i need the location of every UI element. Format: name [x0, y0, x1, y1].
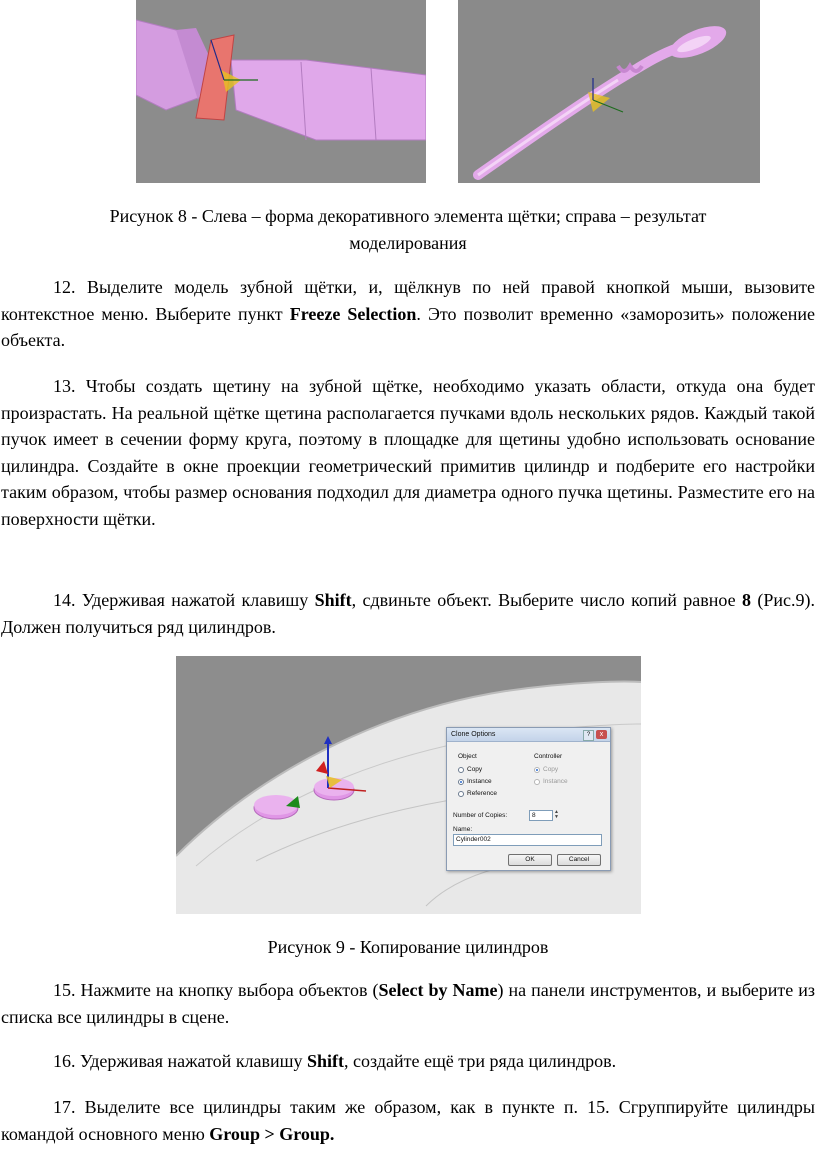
controller-instance-radio[interactable]: Instance — [534, 778, 568, 785]
group-command-term: Group > Group. — [209, 1123, 335, 1144]
radio-icon — [534, 779, 540, 785]
name-field[interactable]: Cylinder002 — [453, 834, 602, 846]
cancel-button[interactable]: Cancel — [557, 854, 601, 866]
shift-key-term: Shift — [307, 1051, 345, 1071]
step-15-paragraph: 15. Нажмите на кнопку выбора объектов (Select by Name) на панели инструментов, и выберите из списка все цилиндры в сцене. — [1, 980, 816, 1027]
clone-options-title: Clone Options — [451, 731, 496, 738]
ok-button[interactable]: OK — [508, 854, 552, 866]
select-by-name-term: Select by Name — [378, 980, 498, 1000]
radio-icon — [458, 791, 464, 797]
object-reference-radio[interactable]: Reference — [458, 790, 497, 797]
figure8-caption-line1: Рисунок 8 - Слева – форма декоративного элемента щётки; справа – результат — [109, 206, 707, 226]
help-icon[interactable]: ? — [583, 730, 594, 741]
freeze-selection-term: Freeze Selection — [289, 303, 417, 324]
step-17-paragraph: 17. Выделите все цилиндры таким же образом, как в пункте п. 15. Сгруппируйте цилиндры командой основного меню Group > Group. — [1, 1097, 815, 1144]
controller-copy-radio[interactable]: Copy — [534, 766, 558, 773]
figure8-caption-line2: моделирования — [349, 233, 467, 253]
radio-icon — [458, 767, 464, 773]
step-16-paragraph: 16. Удерживая нажатой клавишу Shift, создайте ещё три ряда цилиндров. — [53, 1051, 617, 1071]
name-label: Name: — [453, 826, 473, 833]
radio-selected-icon — [458, 779, 464, 785]
close-icon[interactable]: x — [596, 730, 607, 739]
number-of-copies-field[interactable]: 8 — [529, 810, 553, 821]
step-14-paragraph: 14. Удерживая нажатой клавишу Shift, сдвиньте объект. Выберите число копий равное 8 (Рис.9). Должен получиться ряд цилиндров. — [1, 590, 815, 637]
controller-group-label: Controller — [534, 753, 563, 760]
spinner-arrows-icon[interactable]: ▲ ▼ — [554, 809, 559, 820]
step-12-paragraph: 12. Выделите модель зубной щётки, и, щёлкнув по ней правой кнопкой мыши, вызовите контекстное меню. Выберите пункт Freeze Selection. Это позволит временно «заморозить» положение объекта. — [1, 277, 815, 351]
object-group-label: Object — [458, 753, 477, 760]
object-instance-radio[interactable]: Instance — [458, 778, 492, 785]
step-13-paragraph: 13. Чтобы создать щетину на зубной щётке, необходимо указать области, откуда она будет произрастать. На реальной щётке щетина располагается пучками вдоль нескольких рядов. Каждый такой пучок имеет в сечении форму круга, поэтому в площадке для щетины удобно использовать основание цилиндра. Создайте в окне проекции геометрический примитив цилиндр и подберите его настройки таким образом, чтобы размер основания подходил для диаметра одного пучка щетины. Разместите его на поверхности щётки. — [1, 376, 815, 529]
object-copy-radio[interactable]: Copy — [458, 766, 482, 773]
figure9-caption: Рисунок 9 - Копирование цилиндров — [267, 937, 549, 957]
copies-number-term: 8 — [741, 590, 751, 610]
shift-key-term: Shift — [314, 590, 352, 610]
clone-options-dialog — [446, 727, 611, 871]
number-of-copies-label: Number of Copies: — [453, 812, 508, 819]
radio-selected-icon — [534, 767, 540, 773]
figure8-right-image — [458, 0, 760, 183]
figure8-left-image — [136, 0, 426, 183]
